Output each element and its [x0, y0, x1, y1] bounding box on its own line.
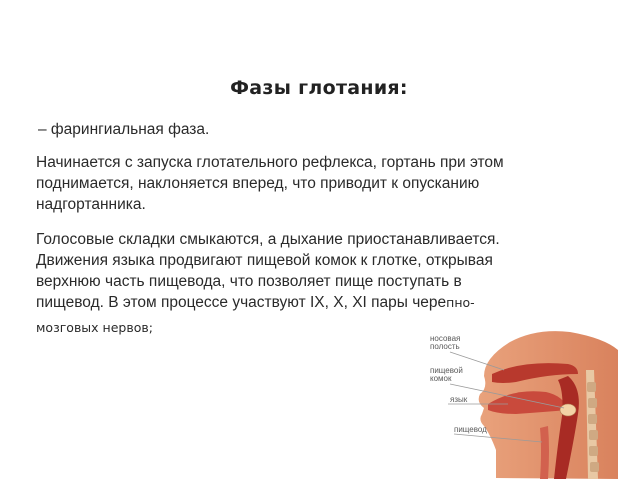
paragraph-1-line-1: Начинается с запуска глотательного рефлекса, гортань при этом [36, 154, 504, 171]
label-bolus-1: пищевой [430, 366, 463, 375]
paragraph-2-line-4-tail: пно- [446, 295, 475, 310]
paragraph-1-line-3: надгортанника. [36, 196, 146, 213]
label-nasal-cavity-1: носовая [430, 334, 461, 343]
paragraph-2-line-1: Голосовые складки смыкаются, а дыхание приостанавливается. [36, 231, 500, 248]
label-esophagus: пищевод [454, 425, 487, 434]
label-nasal-cavity-2: полость [430, 342, 460, 351]
label-bolus-2: комок [430, 374, 452, 383]
paragraph-2-line-2: Движения языка продвигают пищевой комок к глотке, открывая [36, 252, 493, 269]
phase-line: – фарингиальная фаза. [38, 121, 210, 138]
anatomy-figure [418, 330, 618, 479]
label-tongue: язык [450, 395, 468, 404]
head-cross-section-illustration [418, 330, 618, 479]
paragraph-2-line-4 [36, 294, 475, 312]
slide-title: Фазы глотания: [230, 77, 408, 99]
paragraph-1-line-2: поднимается, наклоняется вперед, что приводит к опусканию [36, 175, 480, 192]
paragraph-2-line-5: мозговых нервов; [36, 320, 153, 335]
paragraph-2-line-3: верхнюю часть пищевода, что позволяет пище поступать в [36, 273, 462, 290]
paragraph-2-line-4-text: пищевод. В этом процессе участвуют IX, X, XI пары чере [36, 294, 447, 311]
